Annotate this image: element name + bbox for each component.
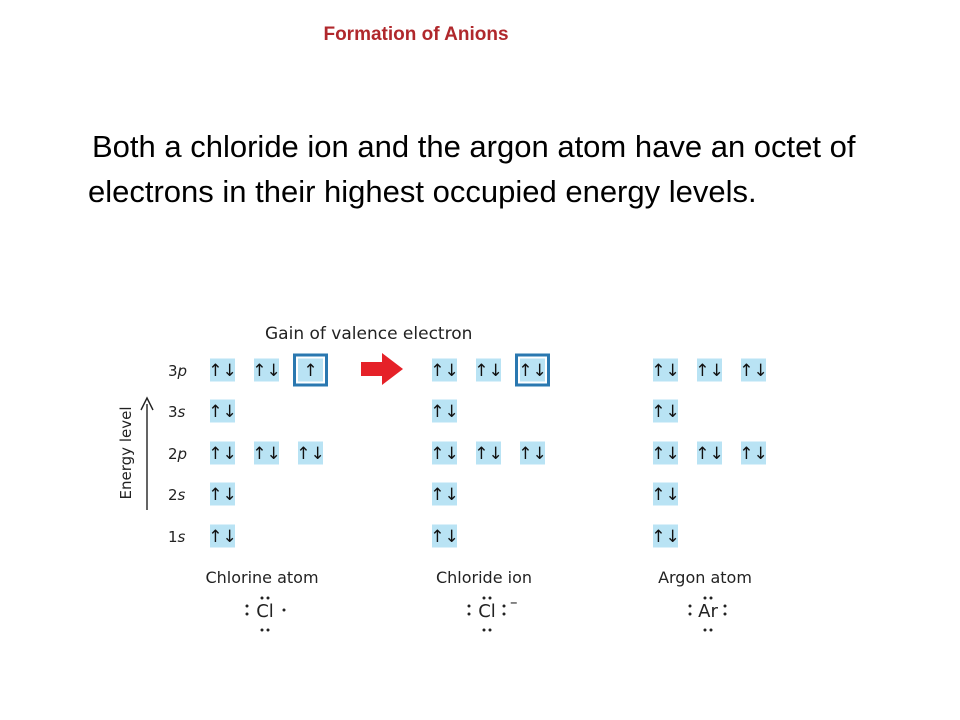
electron-dot xyxy=(283,609,286,612)
electron-arrows: ↑↓ xyxy=(252,444,281,464)
electron-dot xyxy=(267,629,270,632)
electron-arrows: ↑↓ xyxy=(208,485,237,505)
level-label-1s xyxy=(168,528,186,546)
electron-dot xyxy=(483,597,486,600)
electron-dot xyxy=(724,613,727,616)
orbital-box xyxy=(208,400,237,423)
electron-dot xyxy=(710,597,713,600)
argon-atom-column xyxy=(651,359,768,632)
level-subshell: s xyxy=(177,403,186,421)
electron-arrows: ↑↓ xyxy=(474,361,503,381)
electron-arrows: ↑ xyxy=(303,361,318,381)
electron-arrows: ↑↓ xyxy=(651,361,680,381)
electron-dot xyxy=(489,629,492,632)
electron-arrows: ↑↓ xyxy=(695,444,724,464)
orbital-box xyxy=(651,525,680,548)
electron-dot xyxy=(503,613,506,616)
electron-arrows: ↑↓ xyxy=(651,444,680,464)
electron-arrows: ↑↓ xyxy=(252,361,281,381)
electron-arrows: ↑↓ xyxy=(208,527,237,547)
orbital-columns xyxy=(205,355,767,632)
electron-arrows: ↑↓ xyxy=(518,361,547,381)
level-number: 1 xyxy=(168,528,178,546)
orbital-box xyxy=(252,359,281,382)
chlorine-atom-caption: Chlorine atom xyxy=(205,568,319,587)
electron-arrows: ↑↓ xyxy=(208,402,237,422)
orbital-box xyxy=(518,359,547,382)
orbital-box xyxy=(518,442,547,465)
orbital-box xyxy=(252,442,281,465)
level-labels xyxy=(168,362,187,546)
electron-dot xyxy=(246,605,249,608)
orbital-box xyxy=(474,442,503,465)
orbital-box xyxy=(651,400,680,423)
chloride-ion-symbol: Cl xyxy=(478,601,496,622)
orbital-box xyxy=(208,525,237,548)
electron-arrows: ↑↓ xyxy=(296,444,325,464)
argon-atom-caption: Argon atom xyxy=(658,568,752,587)
level-number: 3 xyxy=(168,362,178,380)
level-subshell: p xyxy=(177,445,188,463)
orbital-box xyxy=(430,400,459,423)
electron-dot xyxy=(261,597,264,600)
electron-dot xyxy=(468,613,471,616)
electron-dot xyxy=(489,597,492,600)
electron-arrows: ↑↓ xyxy=(739,361,768,381)
electron-dot xyxy=(704,629,707,632)
orbital-box xyxy=(695,442,724,465)
level-subshell: s xyxy=(177,528,186,546)
argon-atom-symbol: Ar xyxy=(698,601,718,622)
electron-arrows: ↑↓ xyxy=(651,527,680,547)
gain-of-valence-electron-label: Gain of valence electron xyxy=(265,324,473,344)
charge-sign: – xyxy=(510,593,518,611)
chlorine-atom-symbol: Cl xyxy=(256,601,274,622)
level-number: 2 xyxy=(168,445,178,463)
orbital-box xyxy=(739,359,768,382)
electron-dot xyxy=(710,629,713,632)
slide-title: Formation of Anions xyxy=(323,24,509,45)
electron-dot xyxy=(267,597,270,600)
electron-dot xyxy=(468,605,471,608)
electron-arrows: ↑↓ xyxy=(651,402,680,422)
electron-arrows: ↑↓ xyxy=(430,402,459,422)
level-label-2s xyxy=(168,486,186,504)
energy-axis-label: Energy level xyxy=(117,406,135,500)
body-text: Both a chloride ion and the argon atom have an octet of electrons in their highest occupied energy levels. xyxy=(88,129,856,209)
chloride-ion-column xyxy=(430,355,548,632)
level-label-3p xyxy=(168,362,187,380)
electron-dot xyxy=(724,605,727,608)
orbital-box xyxy=(208,483,237,506)
level-label-3s xyxy=(168,403,186,421)
electron-arrows: ↑↓ xyxy=(518,444,547,464)
energy-axis xyxy=(117,398,153,510)
electron-dot xyxy=(483,629,486,632)
electron-arrows: ↑↓ xyxy=(695,361,724,381)
electron-arrows: ↑↓ xyxy=(430,527,459,547)
electron-arrows: ↑↓ xyxy=(474,444,503,464)
level-label-2p xyxy=(168,445,187,463)
orbital-box xyxy=(430,483,459,506)
orbital-box xyxy=(430,359,459,382)
level-subshell: s xyxy=(177,486,186,504)
electron-arrows: ↑↓ xyxy=(430,444,459,464)
electron-dot xyxy=(689,613,692,616)
orbital-box xyxy=(296,442,325,465)
electron-arrows: ↑↓ xyxy=(208,444,237,464)
level-subshell: p xyxy=(177,362,188,380)
electron-arrows: ↑↓ xyxy=(651,485,680,505)
electron-arrows: ↑↓ xyxy=(430,361,459,381)
chloride-ion-caption: Chloride ion xyxy=(435,568,533,587)
orbital-box xyxy=(298,359,323,382)
chlorine-atom-column xyxy=(205,355,326,632)
electron-dot xyxy=(689,605,692,608)
electron-arrows: ↑↓ xyxy=(430,485,459,505)
electron-arrows: ↑↓ xyxy=(739,444,768,464)
orbital-box xyxy=(474,359,503,382)
level-number: 2 xyxy=(168,486,178,504)
orbital-box xyxy=(695,359,724,382)
electron-dot xyxy=(503,605,506,608)
orbital-box xyxy=(430,525,459,548)
orbital-box xyxy=(208,442,237,465)
electron-dot xyxy=(261,629,264,632)
level-number: 3 xyxy=(168,403,178,421)
orbital-box xyxy=(651,442,680,465)
orbital-box xyxy=(208,359,237,382)
electron-dot xyxy=(704,597,707,600)
orbital-box xyxy=(739,442,768,465)
electron-dot xyxy=(246,613,249,616)
orbital-box xyxy=(430,442,459,465)
electron-arrows: ↑↓ xyxy=(208,361,237,381)
reaction-arrow xyxy=(361,353,403,385)
orbital-box xyxy=(651,359,680,382)
orbital-box xyxy=(651,483,680,506)
